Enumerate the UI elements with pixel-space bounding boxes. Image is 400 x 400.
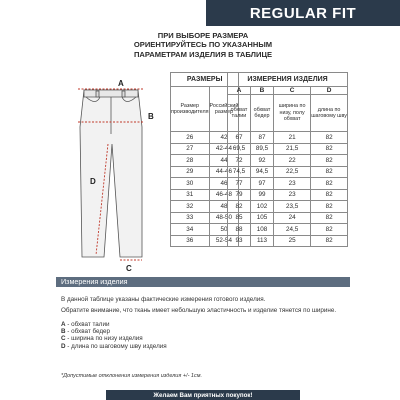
cell: 52-54 [209,235,239,247]
table-row [228,166,348,178]
cell: 36 [171,235,210,247]
section-title-bar [56,277,350,287]
footer-text: Желаем Вам приятных покупок! [153,391,253,399]
cell: 74,5 [228,166,251,178]
cell: 93 [228,235,251,247]
intro-line: ОРИЕНТИРУЙТЕСЬ ПО УКАЗАННЫМ [133,40,273,50]
info-paragraph: Обратите внимание, что ткань имеет небольшую эластичность и изделие тянется по ширине. [61,306,337,314]
cell: 92 [250,155,273,167]
table-row [228,235,348,247]
label-d: D [90,177,96,186]
cell: 48-50 [209,212,239,224]
cell: 99 [250,189,273,201]
cell: 82 [311,201,348,213]
legend-item [61,328,351,335]
cell: 72 [228,155,251,167]
legend-text: - обхват бедер [65,328,111,335]
cell: 31 [171,189,210,201]
label-c: C [126,264,132,272]
cell: 42 [209,132,239,144]
col-letter-a: A [228,87,251,95]
cell: 89,5 [250,143,273,155]
cell: 108 [250,224,273,236]
table-row [228,201,348,213]
cell: 21 [274,132,311,144]
legend-text: - длина по шаговому шву изделия [65,342,167,350]
fit-title: REGULAR FIT [249,4,357,22]
cell: 82 [311,155,348,167]
cell: 44-46 [209,166,239,178]
sizes-header: РАЗМЕРЫ [171,73,239,87]
cell: 82 [311,212,348,224]
cell: 42-44 [209,143,239,155]
label-a: A [118,79,124,88]
col-letter-d: D [311,87,348,95]
legend-key: B [61,328,66,335]
measurements-header: ИЗМЕРЕНИЯ ИЗДЕЛИЯ [228,73,348,87]
cell: 69,5 [228,143,251,155]
cell: 22,5 [274,166,311,178]
cell: 82 [311,189,348,201]
table-row [228,212,348,224]
table-row [228,143,348,155]
cell: 87 [250,132,273,144]
cell: 32 [171,201,210,213]
jeans-outline [80,90,142,257]
cell: 24 [274,212,311,224]
cell: 82 [311,132,348,144]
table-row [228,155,348,167]
cell: 105 [250,212,273,224]
cell: 67 [228,132,251,144]
cell: 94,5 [250,166,273,178]
legend-key: D [61,342,66,350]
table-row [228,189,348,201]
intro-line: ПРИ ВЫБОРЕ РАЗМЕРА [157,31,249,40]
cell: 34 [171,224,210,236]
jeans-diagram [60,72,170,272]
col-maker-size: Размер производителя [171,87,210,132]
legend-key: C [61,335,66,343]
cell: 77 [228,178,251,190]
measure-legend [61,321,351,351]
cell: 25 [274,235,311,247]
col-inseam: длина по шаговому шву [311,95,348,132]
col-hem-width: ширина по низу, полу обхват [274,95,311,132]
legend-key: A [61,320,66,328]
cell: 88 [228,224,251,236]
cell: 82 [311,143,348,155]
cell: 50 [209,224,239,236]
cell: 21,5 [274,143,311,155]
col-waist: обхват талии [228,95,251,132]
col-hips: обхват бедер [250,95,273,132]
cell: 30 [171,178,210,190]
cell: 48 [209,201,239,213]
table-row [228,132,348,144]
section-title: Измерения изделия [61,277,128,286]
intro-line: ПАРАМЕТРАМ ИЗДЕЛИЯ В ТАБЛИЦЕ [133,49,273,59]
cell: 113 [250,235,273,247]
cell: 82 [311,235,348,247]
info-text [61,296,351,350]
cell: 82 [228,201,251,213]
cell: 23 [274,178,311,190]
cell: 82 [311,166,348,178]
legend-text: - обхват талии [65,320,110,328]
tolerance-note: *Допустимые отклонения измерения изделия +/- 1см. [61,373,203,379]
table-row [228,224,348,236]
cell: 23 [274,189,311,201]
cell: 85 [228,212,251,224]
legend-item [61,343,351,350]
legend-item [61,335,351,342]
footer-banner [106,390,300,400]
intro-text [108,31,298,59]
cell: 44 [209,155,239,167]
brand-banner [206,0,400,26]
col-ru-size: Российский размер [209,87,239,132]
cell: 26 [171,132,210,144]
col-letter-b: B [250,87,273,95]
table-row [228,178,348,190]
cell: 46-48 [209,189,239,201]
legend-text: - ширина по низу изделия [65,335,143,343]
cell: 97 [250,178,273,190]
info-paragraph: В данной таблице указаны фактические измерения готового изделия. [61,296,266,303]
measurements-table [227,72,348,247]
cell: 79 [228,189,251,201]
cell: 28 [171,155,210,167]
cell: 29 [171,166,210,178]
col-letter-c: C [274,87,311,95]
label-b: B [148,112,154,121]
cell: 23,5 [274,201,311,213]
cell: 82 [311,178,348,190]
cell: 102 [250,201,273,213]
cell: 46 [209,178,239,190]
legend-item [61,321,351,328]
cell: 27 [171,143,210,155]
cell: 33 [171,212,210,224]
cell: 82 [311,224,348,236]
cell: 22 [274,155,311,167]
cell: 24,5 [274,224,311,236]
